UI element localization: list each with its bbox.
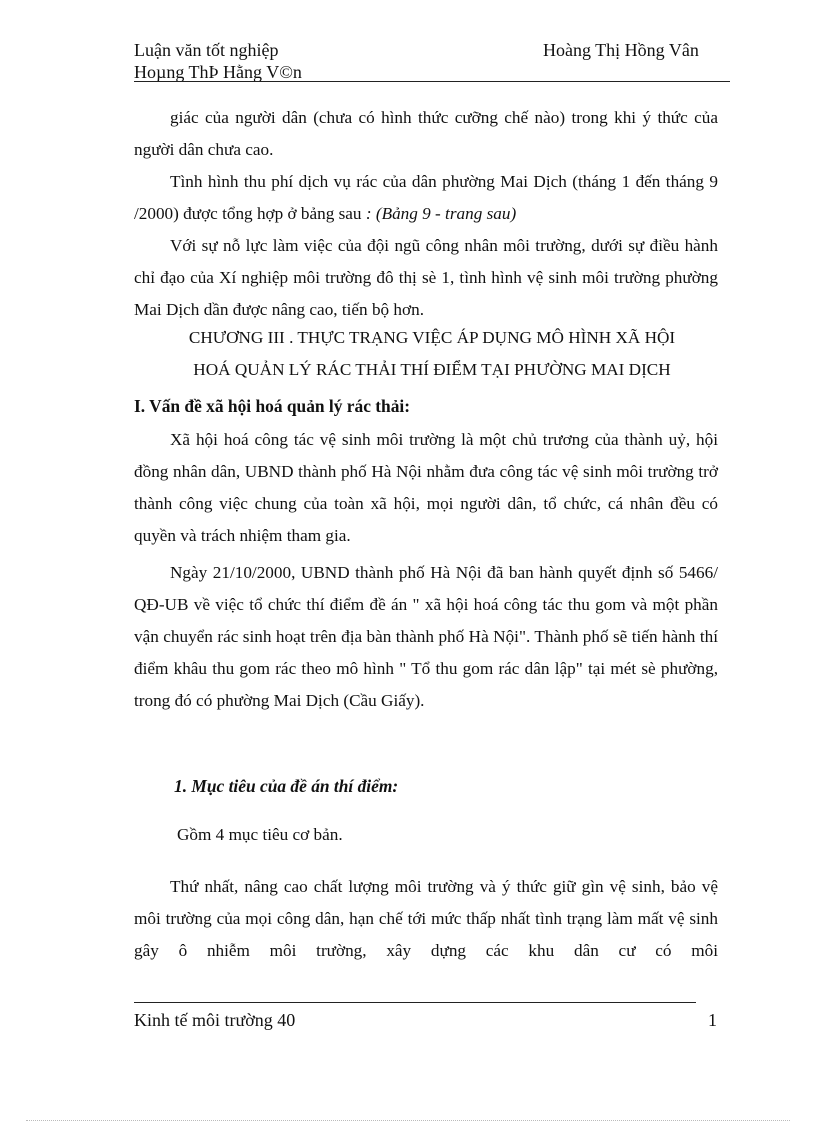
table-reference: : (Bảng 9 - trang sau) (365, 204, 517, 223)
paragraph-2-text (134, 166, 718, 230)
paragraph-7-text: Thứ nhất, nâng cao chất lượng môi trường và ý thức giữ gìn vệ sinh, bảo vệ môi trường của mọi công dân, hạn chế tới mức thấp nhất tình trạng làm mất vệ sinh gây ô nhiễm môi trường, xây dựng các khu dân cư có môi (134, 877, 718, 960)
footer-rule (134, 1002, 696, 1003)
header-author-left: Hoµng ThÞ Hằng V©n (134, 62, 302, 82)
paragraph-6: Gồm 4 mục tiêu cơ bản. (177, 825, 343, 844)
chapter-title-line-1: CHƯƠNG III . THỰC TRẠNG VIỆC ÁP DỤNG MÔ HÌNH XÃ HỘI (188, 328, 676, 347)
paragraph-5-text: Ngày 21/10/2000, UBND thành phố Hà Nội đã ban hành quyết định số 5466/ QĐ-UB về việc tổ chức thí điểm đề án " xã hội hoá công tác thu gom và một phần vận chuyển rác sinh hoạt trên địa bàn thành phố Hà Nội". Thành phố sẽ tiến hành thí điểm khâu thu gom rác theo mô hình " Tổ thu gom rác dân lập" tại mét sè phường, trong đó có phường Mai Dịch (Cầu Giấy). (134, 563, 718, 710)
paragraph-7 (134, 871, 718, 967)
paragraph-2-main: Tình hình thu phí dịch vụ rác của dân phường Mai Dịch (tháng 1 đến tháng 9 /2000) được tổng hợp ở bảng sau (134, 172, 718, 223)
paragraph-3-text: Với sự nỗ lực làm việc của đội ngũ công nhân môi trường, dưới sự điều hành chỉ đạo của Xí nghiệp môi trường đô thị sè 1, tình hình vệ sinh môi trường phường Mai Dịch dần được nâng cao, tiến bộ hơn. (134, 236, 718, 319)
page-break-line (26, 1120, 790, 1121)
paragraph-4-text: Xã hội hoá công tác vệ sinh môi trường là một chủ trương của thành uỷ, hội đồng nhân dân, UBND thành phố Hà Nội nhằm đưa công tác vệ sinh môi trường trở thành công việc chung của toàn xã hội, mọi người dân, tổ chức, cá nhân đều có quyền và trách nhiệm tham gia. (134, 430, 718, 545)
header-author-right: Hoàng Thị Hồng Vân (543, 40, 699, 60)
paragraph-4 (134, 424, 718, 552)
page-number: 1 (708, 1010, 717, 1030)
header-title-left: Luận văn tốt nghiệp (134, 40, 279, 60)
chapter-title-line-2: HOÁ QUẢN LÝ RÁC THẢI THÍ ĐIỂM TẠI PHƯỜNG MAI DỊCH (193, 360, 671, 379)
section-heading: I. Vấn đề xã hội hoá quản lý rác thải: (134, 396, 411, 416)
paragraph-1-text: giác của người dân (chưa có hình thức cưỡng chế nào) trong khi ý thức của người dân chưa cao. (134, 108, 718, 159)
paragraph-1 (134, 102, 718, 166)
paragraph-2 (134, 166, 718, 230)
subsection-heading: 1. Mục tiêu của đề án thí điểm: (174, 776, 399, 796)
paragraph-5 (134, 557, 718, 717)
header-rule (134, 81, 730, 82)
paragraph-3 (134, 230, 718, 326)
footer-text: Kinh tế môi trường 40 (134, 1010, 296, 1030)
